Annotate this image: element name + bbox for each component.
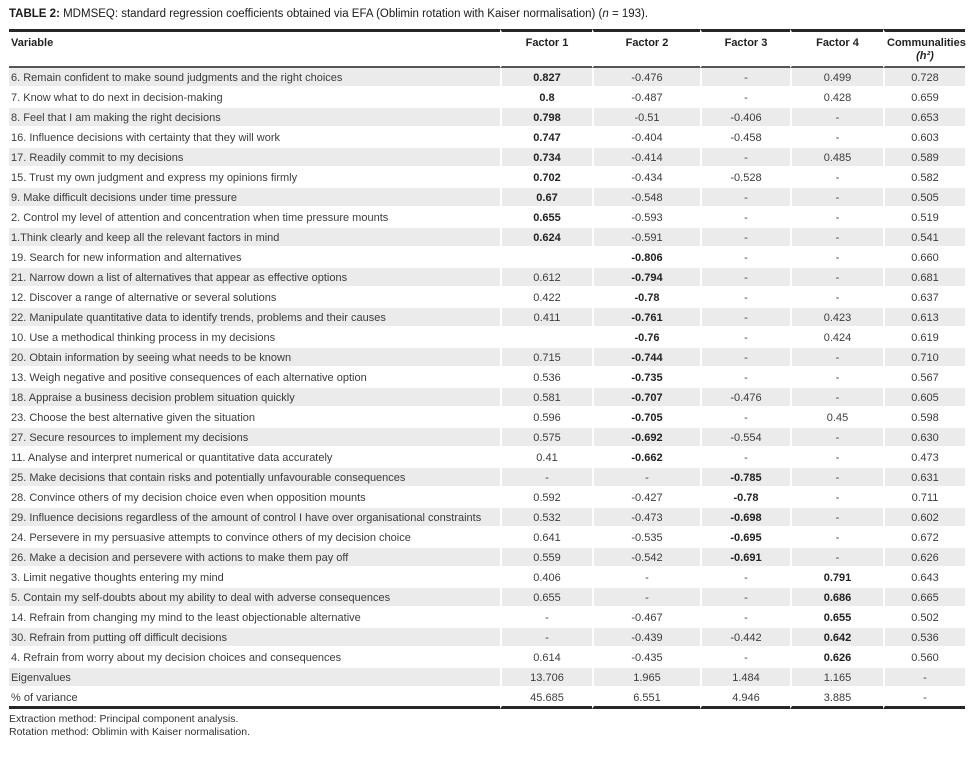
table-row bbox=[9, 288, 965, 308]
value-cell: 0.655 bbox=[500, 588, 592, 608]
value-cell: -0.76 bbox=[592, 328, 700, 348]
variable-cell: 27. Secure resources to implement my decisions bbox=[9, 428, 500, 448]
value-cell: - bbox=[790, 548, 883, 568]
value-cell: -0.535 bbox=[592, 528, 700, 548]
value-cell: - bbox=[700, 68, 790, 88]
table-row bbox=[9, 168, 965, 188]
value-cell: 0.734 bbox=[500, 148, 592, 168]
variable-cell: 24. Persevere in my persuasive attempts to convince others of my decision choice bbox=[9, 528, 500, 548]
table-row bbox=[9, 428, 965, 448]
value-cell: 0.519 bbox=[883, 208, 965, 228]
value-cell: - bbox=[700, 248, 790, 268]
value-cell: 0.45 bbox=[790, 408, 883, 428]
value-cell: -0.487 bbox=[592, 88, 700, 108]
table-row bbox=[9, 148, 965, 168]
value-cell: 0.485 bbox=[790, 148, 883, 168]
value-cell: - bbox=[592, 468, 700, 488]
value-cell bbox=[500, 328, 592, 348]
caption-text: MDMSEQ: standard regression coefficients obtained via EFA (Oblimin rotation with Kaiser normalisation) ( bbox=[59, 8, 603, 20]
value-cell: 0.499 bbox=[790, 68, 883, 88]
value-cell: -0.476 bbox=[592, 68, 700, 88]
value-cell: -0.78 bbox=[592, 288, 700, 308]
value-cell: -0.427 bbox=[592, 488, 700, 508]
variable-cell: 17. Readily commit to my decisions bbox=[9, 148, 500, 168]
value-cell bbox=[500, 248, 592, 268]
value-cell: - bbox=[700, 588, 790, 608]
value-cell: 0.626 bbox=[883, 548, 965, 568]
value-cell: - bbox=[790, 368, 883, 388]
value-cell: 0.536 bbox=[883, 628, 965, 648]
variable-cell: 12. Discover a range of alternative or several solutions bbox=[9, 288, 500, 308]
value-cell: - bbox=[790, 128, 883, 148]
value-cell: 1.165 bbox=[790, 668, 883, 688]
value-cell: 0.422 bbox=[500, 288, 592, 308]
value-cell: - bbox=[700, 328, 790, 348]
value-cell: -0.554 bbox=[700, 428, 790, 448]
table-caption bbox=[9, 7, 965, 21]
value-cell: -0.473 bbox=[592, 508, 700, 528]
value-cell: -0.692 bbox=[592, 428, 700, 448]
caption-n-symbol: n bbox=[602, 8, 609, 20]
variable-cell: 16. Influence decisions with certainty that they will work bbox=[9, 128, 500, 148]
value-cell: - bbox=[700, 308, 790, 328]
variable-cell: 10. Use a methodical thinking process in my decisions bbox=[9, 328, 500, 348]
value-cell: 0.747 bbox=[500, 128, 592, 148]
value-cell: 45.685 bbox=[500, 688, 592, 709]
value-cell: -0.78 bbox=[700, 488, 790, 508]
value-cell: 13.706 bbox=[500, 668, 592, 688]
value-cell: -0.528 bbox=[700, 168, 790, 188]
value-cell: -0.705 bbox=[592, 408, 700, 428]
value-cell: 0.711 bbox=[883, 488, 965, 508]
value-cell: - bbox=[500, 468, 592, 488]
value-cell: 0.582 bbox=[883, 168, 965, 188]
variable-cell: 2. Control my level of attention and concentration when time pressure mounts bbox=[9, 208, 500, 228]
value-cell: -0.744 bbox=[592, 348, 700, 368]
value-cell: 0.67 bbox=[500, 188, 592, 208]
value-cell: 0.41 bbox=[500, 448, 592, 468]
value-cell: -0.542 bbox=[592, 548, 700, 568]
table-row bbox=[9, 668, 965, 688]
value-cell: 0.624 bbox=[500, 228, 592, 248]
value-cell: 0.424 bbox=[790, 328, 883, 348]
value-cell: -0.51 bbox=[592, 108, 700, 128]
table-header bbox=[9, 29, 965, 68]
rotation-method-note: Rotation method: Oblimin with Kaiser normalisation. bbox=[9, 726, 251, 738]
table-row bbox=[9, 568, 965, 588]
value-cell: - bbox=[790, 108, 883, 128]
value-cell: 0.541 bbox=[883, 228, 965, 248]
value-cell: - bbox=[883, 668, 965, 688]
value-cell: 0.614 bbox=[500, 648, 592, 668]
value-cell: - bbox=[700, 448, 790, 468]
value-cell: 0.473 bbox=[883, 448, 965, 468]
value-cell: 0.411 bbox=[500, 308, 592, 328]
table-row bbox=[9, 68, 965, 88]
value-cell: 0.619 bbox=[883, 328, 965, 348]
caption-label: TABLE 2: bbox=[9, 8, 60, 20]
value-cell: - bbox=[790, 208, 883, 228]
variable-cell: 1.Think clearly and keep all the relevant factors in mind bbox=[9, 228, 500, 248]
table-row bbox=[9, 368, 965, 388]
value-cell: - bbox=[700, 188, 790, 208]
value-cell: 0.715 bbox=[500, 348, 592, 368]
column-header-factor4: Factor 4 bbox=[790, 29, 883, 68]
table-row bbox=[9, 528, 965, 548]
variable-cell: 14. Refrain from changing my mind to the least objectionable alternative bbox=[9, 608, 500, 628]
variable-cell: 22. Manipulate quantitative data to identify trends, problems and their causes bbox=[9, 308, 500, 328]
variable-cell: 11. Analyse and interpret numerical or quantitative data accurately bbox=[9, 448, 500, 468]
value-cell: -0.434 bbox=[592, 168, 700, 188]
variable-cell: 5. Contain my self-doubts about my ability to deal with adverse consequences bbox=[9, 588, 500, 608]
value-cell: 0.428 bbox=[790, 88, 883, 108]
value-cell: 0.686 bbox=[790, 588, 883, 608]
table-row bbox=[9, 648, 965, 668]
variable-cell: 8. Feel that I am making the right decisions bbox=[9, 108, 500, 128]
value-cell: - bbox=[790, 188, 883, 208]
value-cell: -0.435 bbox=[592, 648, 700, 668]
table-row bbox=[9, 108, 965, 128]
value-cell: 0.589 bbox=[883, 148, 965, 168]
value-cell: - bbox=[790, 528, 883, 548]
value-cell: 0.592 bbox=[500, 488, 592, 508]
value-cell: - bbox=[700, 368, 790, 388]
value-cell: - bbox=[700, 348, 790, 368]
value-cell: 0.605 bbox=[883, 388, 965, 408]
table-row bbox=[9, 308, 965, 328]
variable-cell: Eigenvalues bbox=[9, 668, 500, 688]
variable-cell: 6. Remain confident to make sound judgments and the right choices bbox=[9, 68, 500, 88]
table-row bbox=[9, 548, 965, 568]
column-header-factor1: Factor 1 bbox=[500, 29, 592, 68]
value-cell: - bbox=[790, 468, 883, 488]
value-cell: - bbox=[700, 148, 790, 168]
variable-cell: 28. Convince others of my decision choice even when opposition mounts bbox=[9, 488, 500, 508]
value-cell: - bbox=[790, 488, 883, 508]
value-cell: 0.791 bbox=[790, 568, 883, 588]
variable-cell: 25. Make decisions that contain risks and potentially unfavourable consequences bbox=[9, 468, 500, 488]
value-cell: 0.567 bbox=[883, 368, 965, 388]
value-cell: 0.603 bbox=[883, 128, 965, 148]
value-cell: 3.885 bbox=[790, 688, 883, 709]
value-cell: 0.659 bbox=[883, 88, 965, 108]
value-cell: 0.710 bbox=[883, 348, 965, 368]
table-row bbox=[9, 348, 965, 368]
variable-cell: 4. Refrain from worry about my decision choices and consequences bbox=[9, 648, 500, 668]
table-row bbox=[9, 448, 965, 468]
caption-tail: = 193). bbox=[608, 8, 649, 20]
value-cell: 0.8 bbox=[500, 88, 592, 108]
efa-results-table bbox=[9, 29, 965, 709]
value-cell: 0.423 bbox=[790, 308, 883, 328]
value-cell: 1.484 bbox=[700, 668, 790, 688]
value-cell: 0.613 bbox=[883, 308, 965, 328]
value-cell: 0.653 bbox=[883, 108, 965, 128]
value-cell: -0.467 bbox=[592, 608, 700, 628]
value-cell: -0.785 bbox=[700, 468, 790, 488]
value-cell: -0.698 bbox=[700, 508, 790, 528]
value-cell: -0.662 bbox=[592, 448, 700, 468]
column-header-factor3: Factor 3 bbox=[700, 29, 790, 68]
table-row bbox=[9, 188, 965, 208]
table-row bbox=[9, 128, 965, 148]
table-footnotes bbox=[9, 713, 965, 739]
column-header-factor2: Factor 2 bbox=[592, 29, 700, 68]
value-cell: 0.532 bbox=[500, 508, 592, 528]
variable-cell: 26. Make a decision and persevere with actions to make them pay off bbox=[9, 548, 500, 568]
table-row bbox=[9, 388, 965, 408]
value-cell: 0.827 bbox=[500, 68, 592, 88]
value-cell: - bbox=[700, 408, 790, 428]
table-row bbox=[9, 228, 965, 248]
variable-cell: 29. Influence decisions regardless of the amount of control I have over organisational constraints bbox=[9, 508, 500, 528]
value-cell: 0.602 bbox=[883, 508, 965, 528]
value-cell: 4.946 bbox=[700, 688, 790, 709]
value-cell: -0.761 bbox=[592, 308, 700, 328]
value-cell: 1.965 bbox=[592, 668, 700, 688]
value-cell: - bbox=[500, 628, 592, 648]
value-cell: -0.735 bbox=[592, 368, 700, 388]
table-row bbox=[9, 628, 965, 648]
table-row bbox=[9, 688, 965, 709]
value-cell: - bbox=[700, 568, 790, 588]
value-cell: - bbox=[700, 608, 790, 628]
value-cell: 0.502 bbox=[883, 608, 965, 628]
value-cell: 0.728 bbox=[883, 68, 965, 88]
table-row bbox=[9, 328, 965, 348]
value-cell: -0.476 bbox=[700, 388, 790, 408]
value-cell: 0.798 bbox=[500, 108, 592, 128]
column-header-communalities bbox=[883, 29, 965, 68]
value-cell: 0.642 bbox=[790, 628, 883, 648]
table-row bbox=[9, 88, 965, 108]
value-cell: - bbox=[790, 168, 883, 188]
value-cell: - bbox=[700, 268, 790, 288]
value-cell: - bbox=[790, 268, 883, 288]
value-cell: 0.702 bbox=[500, 168, 592, 188]
value-cell: - bbox=[790, 428, 883, 448]
table-row bbox=[9, 208, 965, 228]
variable-cell: 30. Refrain from putting off difficult decisions bbox=[9, 628, 500, 648]
value-cell: -0.691 bbox=[700, 548, 790, 568]
variable-cell: 21. Narrow down a list of alternatives that appear as effective options bbox=[9, 268, 500, 288]
table-body bbox=[9, 68, 965, 709]
value-cell: 0.505 bbox=[883, 188, 965, 208]
value-cell: -0.591 bbox=[592, 228, 700, 248]
value-cell: - bbox=[700, 648, 790, 668]
extraction-method-note: Extraction method: Principal component analysis. bbox=[9, 713, 239, 725]
value-cell: -0.548 bbox=[592, 188, 700, 208]
variable-cell: % of variance bbox=[9, 688, 500, 709]
value-cell: 0.655 bbox=[500, 208, 592, 228]
value-cell: - bbox=[592, 568, 700, 588]
table-row bbox=[9, 588, 965, 608]
value-cell: 0.681 bbox=[883, 268, 965, 288]
variable-cell: 15. Trust my own judgment and express my opinions firmly bbox=[9, 168, 500, 188]
variable-cell: 19. Search for new information and alternatives bbox=[9, 248, 500, 268]
value-cell: 0.626 bbox=[790, 648, 883, 668]
value-cell: 6.551 bbox=[592, 688, 700, 709]
value-cell: 0.560 bbox=[883, 648, 965, 668]
value-cell: - bbox=[790, 508, 883, 528]
variable-cell: 18. Appraise a business decision problem situation quickly bbox=[9, 388, 500, 408]
value-cell: - bbox=[790, 448, 883, 468]
variable-cell: 9. Make difficult decisions under time pressure bbox=[9, 188, 500, 208]
value-cell: 0.665 bbox=[883, 588, 965, 608]
value-cell: 0.655 bbox=[790, 608, 883, 628]
value-cell: 0.643 bbox=[883, 568, 965, 588]
value-cell: - bbox=[700, 208, 790, 228]
table-row bbox=[9, 468, 965, 488]
value-cell: 0.596 bbox=[500, 408, 592, 428]
value-cell: -0.806 bbox=[592, 248, 700, 268]
value-cell: - bbox=[700, 88, 790, 108]
header-row bbox=[9, 29, 965, 68]
value-cell: -0.414 bbox=[592, 148, 700, 168]
value-cell: -0.794 bbox=[592, 268, 700, 288]
value-cell: -0.439 bbox=[592, 628, 700, 648]
value-cell: - bbox=[500, 608, 592, 628]
value-cell: 0.672 bbox=[883, 528, 965, 548]
value-cell: 0.406 bbox=[500, 568, 592, 588]
communalities-unit: (h²) bbox=[916, 50, 934, 62]
value-cell: -0.404 bbox=[592, 128, 700, 148]
value-cell: -0.707 bbox=[592, 388, 700, 408]
value-cell: 0.641 bbox=[500, 528, 592, 548]
table-row bbox=[9, 408, 965, 428]
value-cell: -0.593 bbox=[592, 208, 700, 228]
value-cell: - bbox=[883, 688, 965, 709]
value-cell: 0.581 bbox=[500, 388, 592, 408]
value-cell: - bbox=[790, 348, 883, 368]
value-cell: 0.631 bbox=[883, 468, 965, 488]
table-row bbox=[9, 508, 965, 528]
table-row bbox=[9, 608, 965, 628]
value-cell: - bbox=[592, 588, 700, 608]
table-row bbox=[9, 488, 965, 508]
variable-cell: 20. Obtain information by seeing what needs to be known bbox=[9, 348, 500, 368]
value-cell: - bbox=[700, 288, 790, 308]
variable-cell: 3. Limit negative thoughts entering my mind bbox=[9, 568, 500, 588]
value-cell: 0.612 bbox=[500, 268, 592, 288]
variable-cell: 7. Know what to do next in decision-making bbox=[9, 88, 500, 108]
value-cell: - bbox=[790, 248, 883, 268]
value-cell: 0.598 bbox=[883, 408, 965, 428]
value-cell: -0.695 bbox=[700, 528, 790, 548]
value-cell: 0.559 bbox=[500, 548, 592, 568]
column-header-variable: Variable bbox=[9, 29, 500, 68]
value-cell: -0.406 bbox=[700, 108, 790, 128]
variable-cell: 23. Choose the best alternative given the situation bbox=[9, 408, 500, 428]
value-cell: - bbox=[790, 228, 883, 248]
table-row bbox=[9, 268, 965, 288]
value-cell: -0.458 bbox=[700, 128, 790, 148]
value-cell: 0.630 bbox=[883, 428, 965, 448]
value-cell: 0.575 bbox=[500, 428, 592, 448]
table-row bbox=[9, 248, 965, 268]
value-cell: - bbox=[700, 228, 790, 248]
variable-cell: 13. Weigh negative and positive consequences of each alternative option bbox=[9, 368, 500, 388]
value-cell: 0.536 bbox=[500, 368, 592, 388]
value-cell: - bbox=[790, 388, 883, 408]
communalities-label: Communalities bbox=[887, 37, 966, 49]
value-cell: -0.442 bbox=[700, 628, 790, 648]
value-cell: 0.637 bbox=[883, 288, 965, 308]
value-cell: 0.660 bbox=[883, 248, 965, 268]
value-cell: - bbox=[790, 288, 883, 308]
